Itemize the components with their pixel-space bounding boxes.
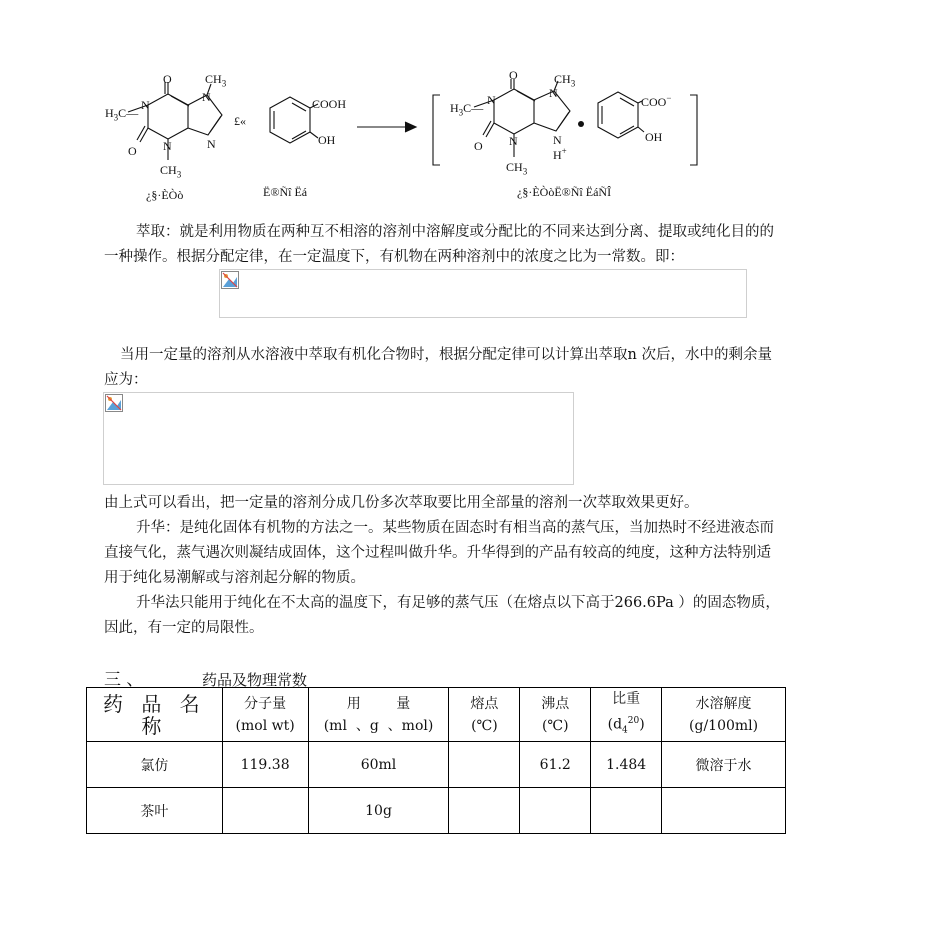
atom-label: N (141, 98, 150, 112)
cell-solubility: 微溶于水 (662, 742, 786, 788)
plus-sign: £« (234, 114, 246, 128)
cell-bp (520, 788, 591, 834)
atom-label: $CH_3$ (205, 72, 227, 89)
section-number: 三 、 (104, 670, 144, 690)
header-density: 比重 $(d_4^{20})$ (591, 688, 662, 742)
cell-bp: 61.2 (520, 742, 591, 788)
cell-mp (449, 788, 520, 834)
salicylic-structure (270, 97, 310, 143)
atom-label: COO− (641, 93, 672, 109)
text-line: 直接气化，蒸气遇次则凝结成固体，这个过程叫做升华。升华得到的产品有较高的纯度，这种方法特别适 (104, 545, 771, 561)
table-row (87, 788, 786, 834)
header-solubility: 水溶解度 (g/100ml) (662, 688, 786, 742)
distribution-formula-image (219, 269, 747, 318)
text-line: 当用一定量的溶剂从水溶液中萃取有机化合物时，根据分配定律可以计算出萃取n 次后，水中的剩余量 (120, 347, 772, 363)
text-line: 升华：是纯化固体有机物的方法之一。某些物质在固态时有相当高的蒸气压，当加热时不经进液态而 (136, 520, 774, 536)
section-title: 药品及物理常数 (202, 671, 308, 689)
text-line: 升华法只能用于纯化在不太高的温度下，有足够的蒸气压（在熔点以下高于266.6Pa ）的固态物质， (136, 595, 780, 611)
broken-image-icon (105, 394, 123, 412)
sublimation-section (104, 491, 868, 641)
atom-label: N (509, 134, 518, 148)
cell-density: 1.484 (591, 742, 662, 788)
broken-image-icon (221, 271, 239, 289)
cell-mp (449, 742, 520, 788)
atom-label: COOH (312, 97, 347, 111)
header-amount: 用 量 (ml 、g 、mol) (308, 688, 449, 742)
cell-amount: 10g (308, 788, 449, 834)
cell-solubility (662, 788, 786, 834)
text-line: 用于纯化易潮解或与溶剂起分解的物质。 (104, 570, 365, 586)
salicylic-label: Ë®Ñî Ëá (263, 185, 308, 199)
extraction-paragraph (104, 220, 868, 270)
header-melting-point: 熔点 (℃) (449, 688, 520, 742)
header-name: 药 品 名 称 (87, 688, 223, 742)
atom-label: $H_3C—$ (450, 101, 484, 118)
atom-label: H+ (553, 146, 567, 162)
atom-label: N (163, 139, 172, 153)
atom-label: N (207, 137, 216, 151)
text-line: 应为： (104, 372, 148, 388)
atom-label: $H_3C—$ (105, 106, 139, 123)
atom-label: O (474, 139, 483, 153)
cell-density (591, 788, 662, 834)
cell-amount: 60ml (308, 742, 449, 788)
cell-name: 氯仿 (87, 742, 223, 788)
residual-formula-image (103, 392, 574, 485)
residual-paragraph (104, 343, 868, 393)
cell-name: 茶叶 (87, 788, 223, 834)
atom-label: O (509, 68, 518, 82)
atom-label: N (549, 86, 558, 100)
atom-label: O (128, 144, 137, 158)
caffeine-label: ¿§·ÈÒò (146, 188, 184, 202)
caffeine-structure (148, 94, 188, 139)
atom-label: OH (318, 133, 336, 147)
atom-label: $CH_3$ (554, 72, 576, 89)
atom-label: $CH_3$ (506, 160, 528, 177)
ion-pair-dot (578, 121, 584, 127)
reagent-properties-table (86, 687, 786, 834)
atom-label: $CH_3$ (160, 163, 182, 180)
atom-label: N (202, 90, 211, 104)
atom-label: N (487, 93, 496, 107)
atom-label: O (163, 72, 172, 86)
atom-label: OH (645, 130, 663, 144)
cell-mw (222, 788, 308, 834)
atom-label: N (553, 133, 562, 147)
table-header-row (87, 688, 786, 742)
header-molecular-weight: 分子量 (mol wt) (222, 688, 308, 742)
table-row (87, 742, 786, 788)
right-bracket (690, 95, 697, 165)
text-line: 因此，有一定的局限性。 (104, 620, 264, 636)
text-line: 一种操作。根据分配定律，在一定温度下，有机物在两种溶剂中的浓度之比为一常数。即： (104, 249, 684, 265)
text-line: 萃取：就是利用物质在两种互不相溶的溶剂中溶解度或分配比的不同来达到分离、提取或纯化目的的 (136, 224, 774, 240)
header-boiling-point: 沸点 (℃) (520, 688, 591, 742)
left-bracket (433, 95, 440, 165)
product-label: ¿§·ÈÒòË®Ñî ËáÑÎ (517, 185, 612, 199)
cell-mw: 119.38 (222, 742, 308, 788)
text-line: 由上式可以看出，把一定量的溶剂分成几份多次萃取要比用全部量的溶剂一次萃取效果更好。 (104, 495, 699, 511)
